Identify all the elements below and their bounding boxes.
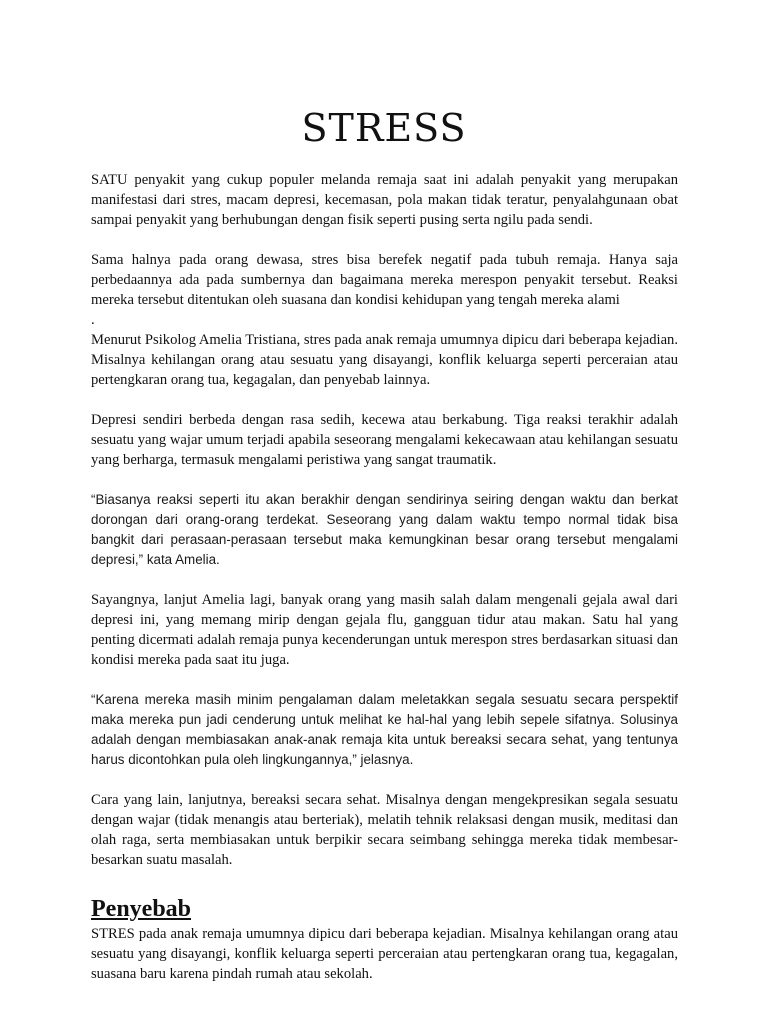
quote-paragraph: “Biasanya reaksi seperti itu akan berakhir dengan sendirinya seiring dengan waktu dan berkat dorongan dari orang-orang terdekat. Seseorang yang dalam waktu tempo normal tidak bisa bangkit dari perasaan-perasaan tersebut maka kemungkinan besar orang tersebut mengalami depresi,” kata Amelia.: [91, 492, 678, 567]
document-body: [91, 170, 678, 984]
paragraph: Depresi sendiri berbeda dengan rasa sedih, kecewa atau berkabung. Tiga reaksi terakhir adalah sesuatu yang wajar umum terjadi apabila seseorang mengalami kekecawaan atau kehilangan sesuatu yang berharga, termasuk mengalami peristiwa yang sangat traumatik.: [91, 412, 678, 468]
section-heading: Penyebab: [91, 896, 192, 922]
paragraph: Cara yang lain, lanjutnya, bereaksi secara sehat. Misalnya dengan mengekpresikan segala sesuatu dengan wajar (tidak menangis atau berteriak), melatih tehnik relaksasi dengan musik, meditasi dan olah raga, serta membiasakan untuk berpikir secara seimbang sehingga mereka tidak membesar-besarkan suatu masalah.: [91, 792, 678, 868]
stray-period: .: [91, 312, 95, 328]
paragraph: Sama halnya pada orang dewasa, stres bisa berefek negatif pada tubuh remaja. Hanya saja perbedaannya ada pada sumbernya dan bagaimana mereka merespon penyakit tersebut. Reaksi mereka tersebut ditentukan oleh suasana dan kondisi kehidupan yang tengah mereka alami: [91, 252, 678, 308]
document-title: STRESS: [301, 106, 467, 150]
quote-paragraph: “Karena mereka masih minim pengalaman dalam meletakkan segala sesuatu secara perspektif maka mereka pun jadi cenderung untuk melihat ke hal-hal yang lebih sepele sifatnya. Solusinya adalah dengan membiasakan anak-anak remaja kita untuk bereaksi secara sehat, yang tentunya harus dicontohkan pula oleh lingkungannya,” jelasnya.: [91, 692, 678, 767]
paragraph: Menurut Psikolog Amelia Tristiana, stres pada anak remaja umumnya dipicu dari beberapa kejadian. Misalnya kehilangan orang atau sesuatu yang disayangi, konflik keluarga seperti perceraian atau pertengkaran orang tua, kegagalan, dan penyebab lainnya.: [91, 332, 678, 388]
paragraph: Sayangnya, lanjut Amelia lagi, banyak orang yang masih salah dalam mengenali gejala awal dari depresi ini, yang memang mirip dengan gejala flu, gangguan tidur atau makan. Satu hal yang penting dicermati adalah remaja punya kecenderungan untuk merespon stres berdasarkan situasi dan kondisi mereka pada saat itu juga.: [91, 592, 678, 668]
paragraph: SATU penyakit yang cukup populer melanda remaja saat ini adalah penyakit yang merupakan manifestasi dari stres, macam depresi, kecemasan, pola makan tidak teratur, penyalahgunaan obat sampai penyakit yang berhubungan dengan fisik seperti pusing serta ngilu pada sendi.: [91, 172, 678, 228]
section-paragraph: STRES pada anak remaja umumnya dipicu dari beberapa kejadian. Misalnya kehilangan orang atau sesuatu yang disayangi, konflik keluarga seperti perceraian atau pertengkaran orang tua, kegagalan, suasana baru karena pindah rumah atau sekolah.: [91, 926, 678, 982]
